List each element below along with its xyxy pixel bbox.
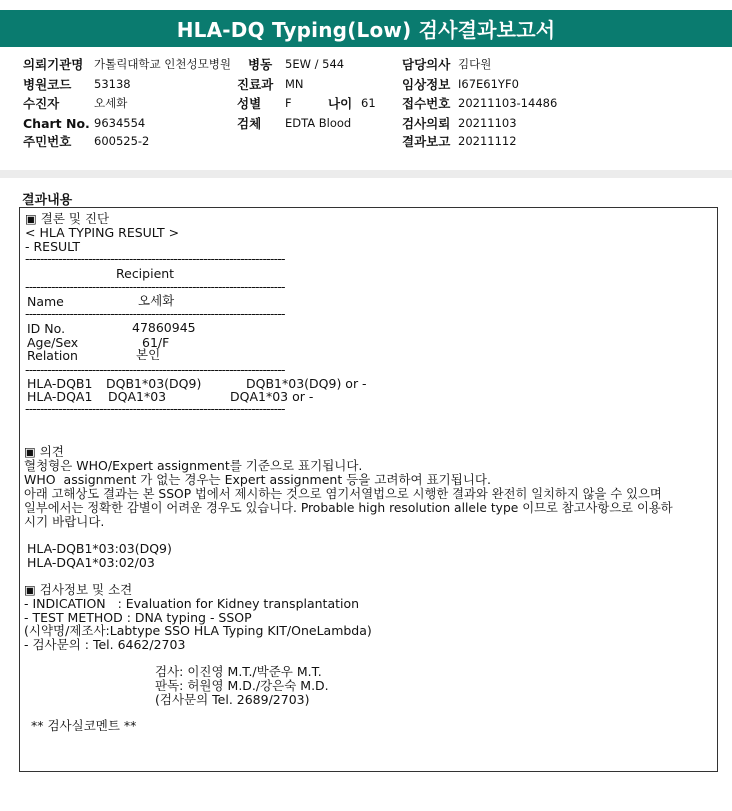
relation-value: 본인 bbox=[136, 347, 161, 362]
conclusion-heading: ▣ 결론 및 진단 bbox=[25, 211, 110, 226]
label-sex: 성별 bbox=[237, 96, 262, 111]
report-title: HLA-DQ Typing(Low) 검사결과보고서 bbox=[0, 10, 732, 47]
indication-line: - INDICATION : Evaluation for Kidney transplantation bbox=[24, 596, 360, 611]
divider: ---------------------------------------------------------------------- bbox=[25, 252, 285, 266]
id-label: ID No. bbox=[27, 321, 66, 336]
value-test-request: 20211103 bbox=[458, 116, 517, 130]
value-sex: F bbox=[285, 96, 292, 110]
value-chart-no: 9634554 bbox=[94, 116, 146, 130]
label-department: 진료과 bbox=[237, 77, 274, 92]
hla-dqb1-label: HLA-DQB1 bbox=[27, 376, 93, 391]
inquiry-line: - 검사문의 : Tel. 6462/2703 bbox=[24, 637, 186, 652]
value-physician: 김다원 bbox=[458, 57, 492, 71]
name-value: 오세화 bbox=[138, 293, 175, 308]
result-label: - RESULT bbox=[25, 239, 81, 254]
value-department: MN bbox=[285, 77, 304, 91]
opinion-line: 일부에서는 정확한 감별이 어려운 경우도 있습니다. Probable high resolution allele type 이므로 참고사항으로 이용하 bbox=[24, 501, 673, 515]
divider: ---------------------------------------------------------------------- bbox=[25, 402, 285, 416]
high-res-dqb1: HLA-DQB1*03:03(DQ9) bbox=[27, 541, 172, 556]
reader-line: 판독: 허원영 M.D./강은숙 M.D. bbox=[155, 678, 329, 693]
value-hospital-code: 53138 bbox=[94, 77, 131, 91]
opinion-line: 시기 바랍니다. bbox=[24, 514, 105, 529]
age-sex-value: 61/F bbox=[142, 335, 170, 350]
lab-comment: ** 검사실코멘트 ** bbox=[31, 718, 137, 733]
test-info-heading: ▣ 검사정보 및 소견 bbox=[24, 582, 133, 597]
result-content-box bbox=[19, 207, 718, 772]
label-result-report: 결과보고 bbox=[402, 134, 451, 149]
label-test-request: 검사의뢰 bbox=[402, 116, 451, 131]
id-value: 47860945 bbox=[132, 320, 196, 335]
label-hospital-code: 병원코드 bbox=[23, 77, 72, 92]
value-patient: 오세화 bbox=[94, 96, 128, 110]
relation-label: Relation bbox=[27, 348, 78, 363]
label-resident-number: 주민번호 bbox=[23, 134, 72, 149]
hla-dqb1-allele-1: DQB1*03(DQ9) bbox=[106, 376, 202, 391]
opinion-line: 아래 고해상도 결과는 본 SSOP 법에서 제시하는 것으로 염기서열법으로 시행한 결과와 완전히 일치하지 않을 수 있으며 bbox=[24, 487, 662, 501]
opinion-heading: ▣ 의견 bbox=[24, 444, 64, 459]
separator-band bbox=[0, 170, 732, 178]
value-resident-number: 600525-2 bbox=[94, 134, 150, 148]
age-sex-label: Age/Sex bbox=[27, 335, 79, 350]
label-clinical-info: 임상정보 bbox=[402, 77, 451, 92]
value-clinical-info: I67E61YF0 bbox=[458, 77, 519, 91]
recipient-label: Recipient bbox=[116, 266, 175, 281]
test-method-line: - TEST METHOD : DNA typing - SSOP bbox=[24, 610, 252, 625]
value-requesting-institution: 가톨릭대학교 인천성모병원 bbox=[94, 57, 231, 71]
value-specimen: EDTA Blood bbox=[285, 116, 352, 130]
divider: ---------------------------------------------------------------------- bbox=[25, 363, 285, 377]
label-requesting-institution: 의뢰기관명 bbox=[23, 57, 84, 72]
value-ward: 5EW / 544 bbox=[285, 57, 345, 71]
label-physician: 담당의사 bbox=[402, 57, 451, 72]
hla-dqa1-label: HLA-DQA1 bbox=[27, 389, 93, 404]
name-label: Name bbox=[27, 294, 64, 309]
value-receipt-number: 20211103-14486 bbox=[458, 96, 558, 110]
contact-line: (검사문의 Tel. 2689/2703) bbox=[155, 692, 310, 707]
hla-dqb1-allele-2: DQB1*03(DQ9) or - bbox=[246, 376, 367, 391]
opinion-line: 혈청형은 WHO/Expert assignment를 기준으로 표기됩니다. bbox=[24, 458, 363, 473]
hla-typing-title: < HLA TYPING RESULT > bbox=[25, 225, 180, 240]
tester-line: 검사: 이진영 M.T./박준우 M.T. bbox=[155, 664, 322, 679]
divider: ---------------------------------------------------------------------- bbox=[25, 280, 285, 294]
hla-dqa1-allele-2: DQA1*03 or - bbox=[230, 389, 314, 404]
label-ward: 병동 bbox=[248, 57, 273, 72]
hla-dqa1-allele-1: DQA1*03 bbox=[108, 389, 167, 404]
reagent-line: (시약명/제조사:Labtype SSO HLA Typing KIT/OneLambda) bbox=[24, 623, 372, 638]
value-age: 61 bbox=[361, 96, 376, 110]
label-receipt-number: 접수번호 bbox=[402, 96, 451, 111]
label-age: 나이 bbox=[328, 96, 353, 111]
divider: ---------------------------------------------------------------------- bbox=[25, 307, 285, 321]
label-specimen: 검체 bbox=[237, 116, 262, 131]
opinion-line: WHO assignment 가 없는 경우는 Expert assignment 등을 고려하여 표기됩니다. bbox=[24, 472, 491, 487]
value-result-report: 20211112 bbox=[458, 134, 517, 148]
high-res-dqa1: HLA-DQA1*03:02/03 bbox=[27, 555, 155, 570]
section-title: 결과내용 bbox=[22, 193, 73, 208]
label-patient: 수진자 bbox=[23, 96, 60, 111]
label-chart-no: Chart No. bbox=[23, 116, 90, 131]
